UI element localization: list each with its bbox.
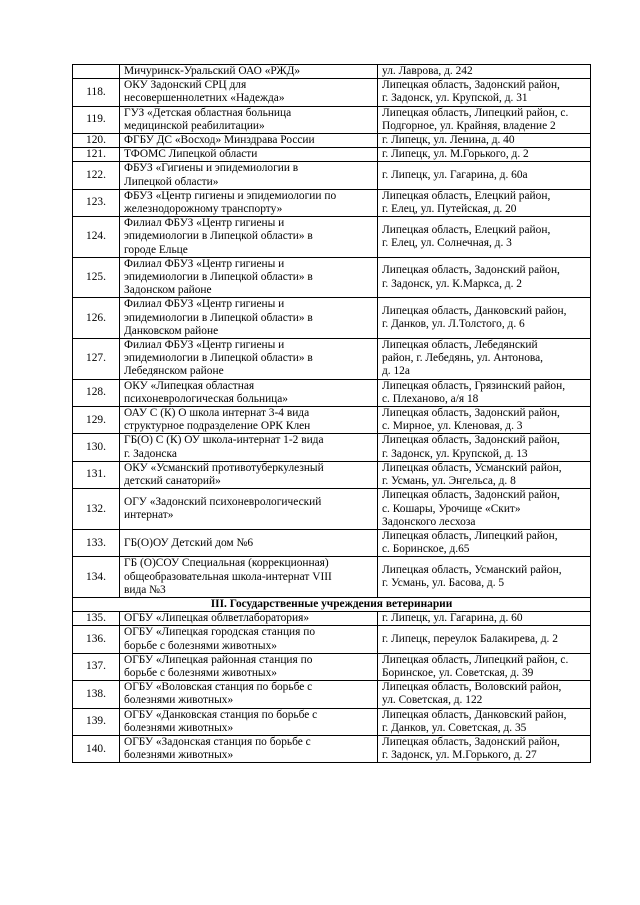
- table-row: [73, 407, 591, 434]
- institution-address: г. Липецк, ул. Ленина, д. 40: [378, 134, 591, 148]
- institution-name: ФБУЗ «Гигиены и эпидемиологии в Липецкой области»: [120, 162, 378, 189]
- table-row: [73, 134, 591, 148]
- institution-name: Филиал ФБУЗ «Центр гигиены и эпидемиологии в Липецкой области» в городе Ельце: [120, 217, 378, 258]
- table-row: [73, 681, 591, 708]
- institution-name: ОКУ «Усманский противотуберкулезный детский санаторий»: [120, 461, 378, 488]
- institution-name: ОКУ Задонский СРЦ для несовершеннолетних «Надежда»: [120, 79, 378, 106]
- row-number: 131.: [73, 461, 120, 488]
- institution-name: ОГБУ «Задонская станция по борьбе с болезнями животных»: [120, 735, 378, 762]
- table-row: [73, 708, 591, 735]
- row-number: 127.: [73, 339, 120, 380]
- institution-name: Филиал ФБУЗ «Центр гигиены и эпидемиологии в Липецкой области» в Лебедянском районе: [120, 339, 378, 380]
- table-row: [73, 257, 591, 298]
- institution-address: Липецкая область, Данковский район, г. Данков, ул. Л.Толстого, д. 6: [378, 298, 591, 339]
- table-row: [73, 106, 591, 133]
- row-number: 134.: [73, 557, 120, 598]
- institution-address: Липецкая область, Задонский район, г. Задонск, ул. Крупской, д. 13: [378, 434, 591, 461]
- institution-name: ТФОМС Липецкой области: [120, 148, 378, 162]
- institution-name: ГБ(О) С (К) ОУ школа-интернат 1-2 вида г. Задонска: [120, 434, 378, 461]
- table-row: [73, 298, 591, 339]
- institution-name: ОГБУ «Данковская станция по борьбе с болезнями животных»: [120, 708, 378, 735]
- section-header-row: [73, 597, 591, 611]
- institution-address: Липецкая область, Елецкий район, г. Елец, ул. Солнечная, д. 3: [378, 217, 591, 258]
- institution-name: ОГБУ «Липецкая городская станция по борьбе с болезнями животных»: [120, 626, 378, 653]
- table-row: [73, 65, 591, 79]
- institution-name: ОАУ С (К) О школа интернат 3-4 вида структурное подразделение ОРК Клен: [120, 407, 378, 434]
- row-number: 122.: [73, 162, 120, 189]
- section-title: III. Государственные учреждения ветеринарии: [73, 597, 591, 611]
- institution-name: ГУЗ «Детская областная больница медицинской реабилитации»: [120, 106, 378, 133]
- institution-address: Липецкая область, Усманский район, г. Усмань, ул. Басова, д. 5: [378, 557, 591, 598]
- row-number: 120.: [73, 134, 120, 148]
- table-row: [73, 148, 591, 162]
- row-number: 137.: [73, 653, 120, 680]
- institution-name: ФГБУ ДС «Восход» Минздрава России: [120, 134, 378, 148]
- institution-address: Липецкая область, Данковский район, г. Данков, ул. Советская, д. 35: [378, 708, 591, 735]
- institution-name: ОКУ «Липецкая областная психоневрологическая больница»: [120, 379, 378, 406]
- table-row: [73, 612, 591, 626]
- row-number: 130.: [73, 434, 120, 461]
- table-row: [73, 626, 591, 653]
- table-row: [73, 217, 591, 258]
- row-number: 138.: [73, 681, 120, 708]
- table-row: [73, 489, 591, 530]
- table-row: [73, 379, 591, 406]
- institution-name: ГБ(О)ОУ Детский дом №6: [120, 529, 378, 556]
- institution-address: ул. Лаврова, д. 242: [378, 65, 591, 79]
- table-row: [73, 557, 591, 598]
- institution-address: Липецкая область, Задонский район, с. Кошары, Урочище «Скит» Задонского лесхоза: [378, 489, 591, 530]
- table-row: [73, 339, 591, 380]
- institution-name: Филиал ФБУЗ «Центр гигиены и эпидемиологии в Липецкой области» в Задонском районе: [120, 257, 378, 298]
- institution-address: г. Липецк, ул. М.Горького, д. 2: [378, 148, 591, 162]
- institution-address: Липецкая область, Задонский район, с. Мирное, ул. Кленовая, д. 3: [378, 407, 591, 434]
- table-body: [73, 65, 591, 763]
- table-row: [73, 189, 591, 216]
- institution-address: г. Липецк, переулок Балакирева, д. 2: [378, 626, 591, 653]
- document-page: [72, 64, 590, 763]
- table-row: [73, 79, 591, 106]
- table-row: [73, 735, 591, 762]
- institution-address: Липецкая область, Задонский район, г. Задонск, ул. Крупской, д. 31: [378, 79, 591, 106]
- institution-name: ГБ (О)СОУ Специальная (коррекционная) общеобразовательная школа-интернат VIII вида №3: [120, 557, 378, 598]
- institution-address: Липецкая область, Задонский район, г. Задонск, ул. М.Горького, д. 27: [378, 735, 591, 762]
- institutions-table: [72, 64, 591, 763]
- table-row: [73, 529, 591, 556]
- row-number: 140.: [73, 735, 120, 762]
- row-number: 118.: [73, 79, 120, 106]
- institution-name: ОГУ «Задонский психоневрологический интернат»: [120, 489, 378, 530]
- table-row: [73, 434, 591, 461]
- institution-name: ОГБУ «Воловская станция по борьбе с болезнями животных»: [120, 681, 378, 708]
- row-number: 128.: [73, 379, 120, 406]
- institution-address: Липецкая область, Воловский район, ул. Советская, д. 122: [378, 681, 591, 708]
- institution-address: Липецкая область, Липецкий район, с. Подгорное, ул. Крайняя, владение 2: [378, 106, 591, 133]
- institution-address: Липецкая область, Елецкий район, г. Елец, ул. Путейская, д. 20: [378, 189, 591, 216]
- institution-address: Липецкая область, Лебедянский район, г. Лебедянь, ул. Антонова, д. 12а: [378, 339, 591, 380]
- institution-name: Филиал ФБУЗ «Центр гигиены и эпидемиологии в Липецкой области» в Данковском районе: [120, 298, 378, 339]
- row-number: 121.: [73, 148, 120, 162]
- institution-name: ОГБУ «Липецкая районная станция по борьбе с болезнями животных»: [120, 653, 378, 680]
- row-number: 124.: [73, 217, 120, 258]
- row-number: [73, 65, 120, 79]
- table-row: [73, 461, 591, 488]
- institution-address: Липецкая область, Липецкий район, с. Боринское, д.65: [378, 529, 591, 556]
- institution-address: Липецкая область, Задонский район, г. Задонск, ул. К.Маркса, д. 2: [378, 257, 591, 298]
- row-number: 126.: [73, 298, 120, 339]
- institution-name: Мичуринск-Уральский ОАО «РЖД»: [120, 65, 378, 79]
- row-number: 129.: [73, 407, 120, 434]
- institution-address: г. Липецк, ул. Гагарина, д. 60: [378, 612, 591, 626]
- row-number: 125.: [73, 257, 120, 298]
- institution-address: г. Липецк, ул. Гагарина, д. 60а: [378, 162, 591, 189]
- row-number: 136.: [73, 626, 120, 653]
- institution-address: Липецкая область, Грязинский район, с. Плеханово, а/я 18: [378, 379, 591, 406]
- row-number: 135.: [73, 612, 120, 626]
- institution-address: Липецкая область, Липецкий район, с. Боринское, ул. Советская, д. 39: [378, 653, 591, 680]
- table-row: [73, 162, 591, 189]
- institution-name: ОГБУ «Липецкая облветлаборатория»: [120, 612, 378, 626]
- institution-address: Липецкая область, Усманский район, г. Усмань, ул. Энгельса, д. 8: [378, 461, 591, 488]
- row-number: 133.: [73, 529, 120, 556]
- row-number: 132.: [73, 489, 120, 530]
- row-number: 123.: [73, 189, 120, 216]
- row-number: 139.: [73, 708, 120, 735]
- table-row: [73, 653, 591, 680]
- row-number: 119.: [73, 106, 120, 133]
- institution-name: ФБУЗ «Центр гигиены и эпидемиологии по железнодорожному транспорту»: [120, 189, 378, 216]
